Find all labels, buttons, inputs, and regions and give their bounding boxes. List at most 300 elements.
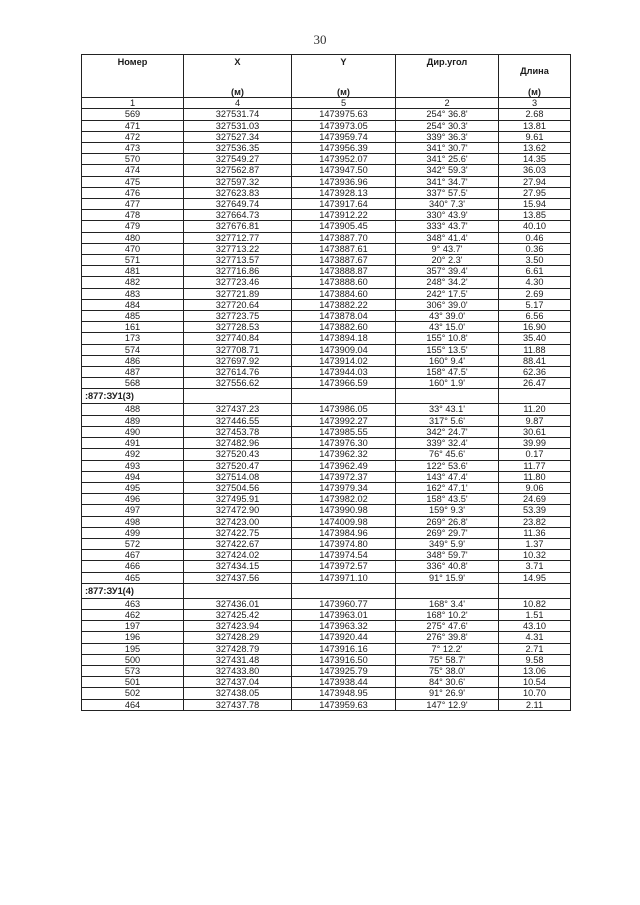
y-coordinate-cell: 1473887.67 bbox=[292, 255, 396, 266]
table-row bbox=[82, 266, 571, 277]
page-number: 30 bbox=[313, 32, 327, 47]
y-coordinate-cell: 1473920.44 bbox=[292, 632, 396, 643]
length-cell: 10.82 bbox=[499, 598, 571, 609]
direction-angle-cell: 147° 12.9' bbox=[396, 699, 499, 710]
length-cell: 4.30 bbox=[499, 277, 571, 288]
x-coordinate-cell: 327422.75 bbox=[184, 527, 292, 538]
direction-angle-cell: 158° 47.5' bbox=[396, 367, 499, 378]
section-empty-cell bbox=[499, 389, 571, 404]
table-row bbox=[82, 643, 571, 654]
direction-angle-cell: 254° 30.3' bbox=[396, 120, 499, 131]
length-cell: 14.95 bbox=[499, 572, 571, 583]
direction-angle-cell: 342° 24.7' bbox=[396, 426, 499, 437]
y-coordinate-cell: 1473894.18 bbox=[292, 333, 396, 344]
direction-angle-cell: 160° 9.4' bbox=[396, 355, 499, 366]
point-number-cell: 501 bbox=[82, 677, 184, 688]
y-coordinate-cell: 1473948.95 bbox=[292, 688, 396, 699]
x-coordinate-cell: 327434.15 bbox=[184, 561, 292, 572]
y-coordinate-cell: 1473956.39 bbox=[292, 143, 396, 154]
point-number-cell: 479 bbox=[82, 221, 184, 232]
header-length-unit: (м) bbox=[499, 87, 571, 98]
table-row bbox=[82, 288, 571, 299]
x-coordinate-cell: 327713.22 bbox=[184, 243, 292, 254]
y-coordinate-cell: 1473888.87 bbox=[292, 266, 396, 277]
direction-angle-cell: 339° 32.4' bbox=[396, 438, 499, 449]
section-label: :877:ЗУ1(3) bbox=[82, 389, 184, 404]
x-coordinate-cell: 327697.92 bbox=[184, 355, 292, 366]
x-coordinate-cell: 327723.75 bbox=[184, 311, 292, 322]
point-number-cell: 480 bbox=[82, 232, 184, 243]
length-cell: 14.35 bbox=[499, 154, 571, 165]
point-number-cell: 476 bbox=[82, 187, 184, 198]
direction-angle-cell: 333° 43.7' bbox=[396, 221, 499, 232]
header-x-unit: (м) bbox=[184, 87, 292, 98]
section-empty-cell bbox=[396, 583, 499, 598]
point-number-cell: 499 bbox=[82, 527, 184, 538]
x-coordinate-cell: 327549.27 bbox=[184, 154, 292, 165]
x-coordinate-cell: 327423.94 bbox=[184, 621, 292, 632]
header-number-unit bbox=[82, 87, 184, 98]
direction-angle-cell: 341° 34.7' bbox=[396, 176, 499, 187]
y-coordinate-cell: 1473887.70 bbox=[292, 232, 396, 243]
y-coordinate-cell: 1473971.10 bbox=[292, 572, 396, 583]
length-cell: 3.50 bbox=[499, 255, 571, 266]
length-cell: 10.70 bbox=[499, 688, 571, 699]
section-empty-cell bbox=[499, 583, 571, 598]
direction-angle-cell: 275° 47.6' bbox=[396, 621, 499, 632]
table-row bbox=[82, 311, 571, 322]
direction-angle-cell: 330° 43.9' bbox=[396, 210, 499, 221]
x-coordinate-cell: 327437.23 bbox=[184, 404, 292, 415]
x-coordinate-cell: 327721.89 bbox=[184, 288, 292, 299]
table-row bbox=[82, 699, 571, 710]
point-number-cell: 568 bbox=[82, 378, 184, 389]
point-number-cell: 573 bbox=[82, 665, 184, 676]
point-number-cell: 491 bbox=[82, 438, 184, 449]
length-cell: 16.90 bbox=[499, 322, 571, 333]
table-row bbox=[82, 199, 571, 210]
point-number-cell: 464 bbox=[82, 699, 184, 710]
length-cell: 30.61 bbox=[499, 426, 571, 437]
y-coordinate-cell: 1473884.60 bbox=[292, 288, 396, 299]
y-coordinate-cell: 1473963.32 bbox=[292, 621, 396, 632]
header-angle-unit bbox=[396, 87, 499, 98]
direction-angle-cell: 337° 57.5' bbox=[396, 187, 499, 198]
column-index: 4 bbox=[184, 98, 292, 109]
length-cell: 40.10 bbox=[499, 221, 571, 232]
direction-angle-cell: 306° 39.0' bbox=[396, 299, 499, 310]
x-coordinate-cell: 327708.71 bbox=[184, 344, 292, 355]
length-cell: 2.68 bbox=[499, 109, 571, 120]
x-coordinate-cell: 327446.55 bbox=[184, 415, 292, 426]
x-coordinate-cell: 327520.47 bbox=[184, 460, 292, 471]
y-coordinate-cell: 1473925.79 bbox=[292, 665, 396, 676]
direction-angle-cell: 155° 10.8' bbox=[396, 333, 499, 344]
length-cell: 0.36 bbox=[499, 243, 571, 254]
table-body bbox=[82, 109, 571, 710]
point-number-cell: 490 bbox=[82, 426, 184, 437]
section-row bbox=[82, 389, 571, 404]
y-coordinate-cell: 1473938.44 bbox=[292, 677, 396, 688]
x-coordinate-cell: 327438.05 bbox=[184, 688, 292, 699]
direction-angle-cell: 242° 17.5' bbox=[396, 288, 499, 299]
table-row bbox=[82, 131, 571, 142]
y-coordinate-cell: 1473882.60 bbox=[292, 322, 396, 333]
point-number-cell: 478 bbox=[82, 210, 184, 221]
length-cell: 5.17 bbox=[499, 299, 571, 310]
header-row bbox=[82, 55, 571, 88]
direction-angle-cell: 349° 5.9' bbox=[396, 538, 499, 549]
table-row bbox=[82, 232, 571, 243]
table-row bbox=[82, 494, 571, 505]
point-number-cell: 493 bbox=[82, 460, 184, 471]
y-coordinate-cell: 1473944.03 bbox=[292, 367, 396, 378]
direction-angle-cell: 20° 2.3' bbox=[396, 255, 499, 266]
y-coordinate-cell: 1473905.45 bbox=[292, 221, 396, 232]
x-coordinate-cell: 327428.79 bbox=[184, 643, 292, 654]
length-cell: 27.94 bbox=[499, 176, 571, 187]
direction-angle-cell: 7° 12.2' bbox=[396, 643, 499, 654]
y-coordinate-cell: 1474009.98 bbox=[292, 516, 396, 527]
length-cell: 11.80 bbox=[499, 471, 571, 482]
y-coordinate-cell: 1473963.01 bbox=[292, 609, 396, 620]
direction-angle-cell: 43° 39.0' bbox=[396, 311, 499, 322]
y-coordinate-cell: 1473966.59 bbox=[292, 378, 396, 389]
table-row bbox=[82, 677, 571, 688]
y-coordinate-cell: 1473882.22 bbox=[292, 299, 396, 310]
direction-angle-cell: 341° 25.6' bbox=[396, 154, 499, 165]
x-coordinate-cell: 327728.53 bbox=[184, 322, 292, 333]
direction-angle-cell: 43° 15.0' bbox=[396, 322, 499, 333]
point-number-cell: 571 bbox=[82, 255, 184, 266]
direction-angle-cell: 342° 59.3' bbox=[396, 165, 499, 176]
table-row bbox=[82, 322, 571, 333]
y-coordinate-cell: 1473972.37 bbox=[292, 471, 396, 482]
point-number-cell: 495 bbox=[82, 482, 184, 493]
direction-angle-cell: 276° 39.8' bbox=[396, 632, 499, 643]
coordinates-table bbox=[81, 54, 571, 711]
column-index: 3 bbox=[499, 98, 571, 109]
point-number-cell: 470 bbox=[82, 243, 184, 254]
table-row bbox=[82, 527, 571, 538]
y-coordinate-cell: 1473984.96 bbox=[292, 527, 396, 538]
table-row bbox=[82, 460, 571, 471]
length-cell: 26.47 bbox=[499, 378, 571, 389]
direction-angle-cell: 84° 30.6' bbox=[396, 677, 499, 688]
point-number-cell: 502 bbox=[82, 688, 184, 699]
y-coordinate-cell: 1473912.22 bbox=[292, 210, 396, 221]
point-number-cell: 487 bbox=[82, 367, 184, 378]
table-row bbox=[82, 538, 571, 549]
x-coordinate-cell: 327436.01 bbox=[184, 598, 292, 609]
point-number-cell: 197 bbox=[82, 621, 184, 632]
length-cell: 9.58 bbox=[499, 654, 571, 665]
table-row bbox=[82, 255, 571, 266]
column-index: 2 bbox=[396, 98, 499, 109]
column-index: 5 bbox=[292, 98, 396, 109]
y-coordinate-cell: 1473972.57 bbox=[292, 561, 396, 572]
direction-angle-cell: 339° 36.3' bbox=[396, 131, 499, 142]
x-coordinate-cell: 327423.00 bbox=[184, 516, 292, 527]
x-coordinate-cell: 327514.08 bbox=[184, 471, 292, 482]
header-angle: Дир.угол bbox=[396, 55, 499, 88]
direction-angle-cell: 269° 26.8' bbox=[396, 516, 499, 527]
x-coordinate-cell: 327720.64 bbox=[184, 299, 292, 310]
length-cell: 11.88 bbox=[499, 344, 571, 355]
point-number-cell: 473 bbox=[82, 143, 184, 154]
y-coordinate-cell: 1473962.32 bbox=[292, 449, 396, 460]
point-number-cell: 483 bbox=[82, 288, 184, 299]
length-cell: 11.20 bbox=[499, 404, 571, 415]
point-number-cell: 496 bbox=[82, 494, 184, 505]
x-coordinate-cell: 327482.96 bbox=[184, 438, 292, 449]
table-row bbox=[82, 120, 571, 131]
table-row bbox=[82, 210, 571, 221]
table-row bbox=[82, 404, 571, 415]
direction-angle-cell: 33° 43.1' bbox=[396, 404, 499, 415]
x-coordinate-cell: 327495.91 bbox=[184, 494, 292, 505]
direction-angle-cell: 254° 36.8' bbox=[396, 109, 499, 120]
point-number-cell: 475 bbox=[82, 176, 184, 187]
point-number-cell: 574 bbox=[82, 344, 184, 355]
y-coordinate-cell: 1473973.05 bbox=[292, 120, 396, 131]
table-row bbox=[82, 277, 571, 288]
y-coordinate-cell: 1473992.27 bbox=[292, 415, 396, 426]
x-coordinate-cell: 327740.84 bbox=[184, 333, 292, 344]
table-row bbox=[82, 378, 571, 389]
length-cell: 13.81 bbox=[499, 120, 571, 131]
direction-angle-cell: 317° 5.6' bbox=[396, 415, 499, 426]
point-number-cell: 497 bbox=[82, 505, 184, 516]
direction-angle-cell: 122° 53.6' bbox=[396, 460, 499, 471]
y-coordinate-cell: 1473936.96 bbox=[292, 176, 396, 187]
table-row bbox=[82, 621, 571, 632]
point-number-cell: 195 bbox=[82, 643, 184, 654]
length-cell: 23.82 bbox=[499, 516, 571, 527]
y-coordinate-cell: 1473914.02 bbox=[292, 355, 396, 366]
table-row bbox=[82, 438, 571, 449]
point-number-cell: 485 bbox=[82, 311, 184, 322]
length-cell: 53.39 bbox=[499, 505, 571, 516]
point-number-cell: 484 bbox=[82, 299, 184, 310]
table-row bbox=[82, 154, 571, 165]
point-number-cell: 482 bbox=[82, 277, 184, 288]
direction-angle-cell: 75° 58.7' bbox=[396, 654, 499, 665]
x-coordinate-cell: 327437.56 bbox=[184, 572, 292, 583]
x-coordinate-cell: 327556.62 bbox=[184, 378, 292, 389]
length-cell: 27.95 bbox=[499, 187, 571, 198]
point-number-cell: 494 bbox=[82, 471, 184, 482]
y-coordinate-cell: 1473986.05 bbox=[292, 404, 396, 415]
point-number-cell: 481 bbox=[82, 266, 184, 277]
section-empty-cell bbox=[184, 389, 292, 404]
length-cell: 15.94 bbox=[499, 199, 571, 210]
point-number-cell: 477 bbox=[82, 199, 184, 210]
length-cell: 0.46 bbox=[499, 232, 571, 243]
length-cell: 2.11 bbox=[499, 699, 571, 710]
x-coordinate-cell: 327614.76 bbox=[184, 367, 292, 378]
table-row bbox=[82, 516, 571, 527]
point-number-cell: 462 bbox=[82, 609, 184, 620]
x-coordinate-cell: 327472.90 bbox=[184, 505, 292, 516]
x-coordinate-cell: 327520.43 bbox=[184, 449, 292, 460]
column-index: 1 bbox=[82, 98, 184, 109]
y-coordinate-cell: 1473979.34 bbox=[292, 482, 396, 493]
table-row bbox=[82, 654, 571, 665]
y-coordinate-cell: 1473974.80 bbox=[292, 538, 396, 549]
y-coordinate-cell: 1473952.07 bbox=[292, 154, 396, 165]
x-coordinate-cell: 327504.56 bbox=[184, 482, 292, 493]
length-cell: 43.10 bbox=[499, 621, 571, 632]
y-coordinate-cell: 1473878.04 bbox=[292, 311, 396, 322]
x-coordinate-cell: 327649.74 bbox=[184, 199, 292, 210]
table-row bbox=[82, 632, 571, 643]
header-y: Y bbox=[292, 55, 396, 88]
y-coordinate-cell: 1473985.55 bbox=[292, 426, 396, 437]
section-empty-cell bbox=[184, 583, 292, 598]
y-coordinate-cell: 1473990.98 bbox=[292, 505, 396, 516]
point-number-cell: 196 bbox=[82, 632, 184, 643]
section-label: :877:ЗУ1(4) bbox=[82, 583, 184, 598]
length-cell: 2.69 bbox=[499, 288, 571, 299]
length-cell: 11.77 bbox=[499, 460, 571, 471]
length-cell: 9.61 bbox=[499, 131, 571, 142]
y-coordinate-cell: 1473909.04 bbox=[292, 344, 396, 355]
length-cell: 10.32 bbox=[499, 550, 571, 561]
y-coordinate-cell: 1473982.02 bbox=[292, 494, 396, 505]
x-coordinate-cell: 327428.29 bbox=[184, 632, 292, 643]
y-coordinate-cell: 1473917.64 bbox=[292, 199, 396, 210]
y-coordinate-cell: 1473947.50 bbox=[292, 165, 396, 176]
point-number-cell: 463 bbox=[82, 598, 184, 609]
length-cell: 6.56 bbox=[499, 311, 571, 322]
direction-angle-cell: 143° 47.4' bbox=[396, 471, 499, 482]
x-coordinate-cell: 327562.87 bbox=[184, 165, 292, 176]
table-row bbox=[82, 482, 571, 493]
point-number-cell: 492 bbox=[82, 449, 184, 460]
table-row bbox=[82, 109, 571, 120]
table-row bbox=[82, 243, 571, 254]
x-coordinate-cell: 327433.80 bbox=[184, 665, 292, 676]
x-coordinate-cell: 327716.86 bbox=[184, 266, 292, 277]
length-cell: 9.87 bbox=[499, 415, 571, 426]
y-coordinate-cell: 1473888.60 bbox=[292, 277, 396, 288]
y-coordinate-cell: 1473974.54 bbox=[292, 550, 396, 561]
x-coordinate-cell: 327453.78 bbox=[184, 426, 292, 437]
length-cell: 35.40 bbox=[499, 333, 571, 344]
table-row bbox=[82, 367, 571, 378]
x-coordinate-cell: 327712.77 bbox=[184, 232, 292, 243]
x-coordinate-cell: 327437.04 bbox=[184, 677, 292, 688]
direction-angle-cell: 168° 3.4' bbox=[396, 598, 499, 609]
x-coordinate-cell: 327664.73 bbox=[184, 210, 292, 221]
length-cell: 13.06 bbox=[499, 665, 571, 676]
length-cell: 36.03 bbox=[499, 165, 571, 176]
point-number-cell: 472 bbox=[82, 131, 184, 142]
length-cell: 4.31 bbox=[499, 632, 571, 643]
direction-angle-cell: 269° 29.7' bbox=[396, 527, 499, 538]
length-cell: 0.17 bbox=[499, 449, 571, 460]
point-number-cell: 474 bbox=[82, 165, 184, 176]
table-row bbox=[82, 187, 571, 198]
direction-angle-cell: 336° 40.8' bbox=[396, 561, 499, 572]
point-number-cell: 489 bbox=[82, 415, 184, 426]
units-row bbox=[82, 87, 571, 98]
x-coordinate-cell: 327437.78 bbox=[184, 699, 292, 710]
table-row bbox=[82, 176, 571, 187]
y-coordinate-cell: 1473887.61 bbox=[292, 243, 396, 254]
table-row bbox=[82, 561, 571, 572]
section-empty-cell bbox=[396, 389, 499, 404]
table-row bbox=[82, 344, 571, 355]
direction-angle-cell: 76° 45.6' bbox=[396, 449, 499, 460]
length-cell: 11.36 bbox=[499, 527, 571, 538]
y-coordinate-cell: 1473976.30 bbox=[292, 438, 396, 449]
header-number: Номер bbox=[82, 55, 184, 88]
table-row bbox=[82, 572, 571, 583]
direction-angle-cell: 340° 7.3' bbox=[396, 199, 499, 210]
length-cell: 13.62 bbox=[499, 143, 571, 154]
header-length: Длина bbox=[499, 55, 571, 88]
table-row bbox=[82, 299, 571, 310]
table-row bbox=[82, 449, 571, 460]
x-coordinate-cell: 327536.35 bbox=[184, 143, 292, 154]
table-row bbox=[82, 471, 571, 482]
direction-angle-cell: 9° 43.7' bbox=[396, 243, 499, 254]
table-row bbox=[82, 355, 571, 366]
x-coordinate-cell: 327623.83 bbox=[184, 187, 292, 198]
header-y-unit: (м) bbox=[292, 87, 396, 98]
x-coordinate-cell: 327527.34 bbox=[184, 131, 292, 142]
column-index-row bbox=[82, 98, 571, 109]
table-row bbox=[82, 415, 571, 426]
point-number-cell: 572 bbox=[82, 538, 184, 549]
table-row bbox=[82, 165, 571, 176]
direction-angle-cell: 155° 13.5' bbox=[396, 344, 499, 355]
length-cell: 9.06 bbox=[499, 482, 571, 493]
length-cell: 6.61 bbox=[499, 266, 571, 277]
section-empty-cell bbox=[292, 583, 396, 598]
direction-angle-cell: 341° 30.7' bbox=[396, 143, 499, 154]
point-number-cell: 498 bbox=[82, 516, 184, 527]
length-cell: 88.41 bbox=[499, 355, 571, 366]
x-coordinate-cell: 327431.48 bbox=[184, 654, 292, 665]
length-cell: 13.85 bbox=[499, 210, 571, 221]
y-coordinate-cell: 1473959.63 bbox=[292, 699, 396, 710]
point-number-cell: 488 bbox=[82, 404, 184, 415]
point-number-cell: 161 bbox=[82, 322, 184, 333]
length-cell: 3.71 bbox=[499, 561, 571, 572]
point-number-cell: 569 bbox=[82, 109, 184, 120]
x-coordinate-cell: 327531.74 bbox=[184, 109, 292, 120]
direction-angle-cell: 348° 41.4' bbox=[396, 232, 499, 243]
direction-angle-cell: 75° 38.0' bbox=[396, 665, 499, 676]
y-coordinate-cell: 1473975.63 bbox=[292, 109, 396, 120]
direction-angle-cell: 357° 39.4' bbox=[396, 266, 499, 277]
length-cell: 62.36 bbox=[499, 367, 571, 378]
direction-angle-cell: 162° 47.1' bbox=[396, 482, 499, 493]
table-row bbox=[82, 665, 571, 676]
x-coordinate-cell: 327676.81 bbox=[184, 221, 292, 232]
direction-angle-cell: 168° 10.2' bbox=[396, 609, 499, 620]
direction-angle-cell: 248° 34.2' bbox=[396, 277, 499, 288]
section-row bbox=[82, 583, 571, 598]
point-number-cell: 570 bbox=[82, 154, 184, 165]
table-row bbox=[82, 333, 571, 344]
direction-angle-cell: 158° 43.5' bbox=[396, 494, 499, 505]
x-coordinate-cell: 327531.03 bbox=[184, 120, 292, 131]
table-row bbox=[82, 505, 571, 516]
